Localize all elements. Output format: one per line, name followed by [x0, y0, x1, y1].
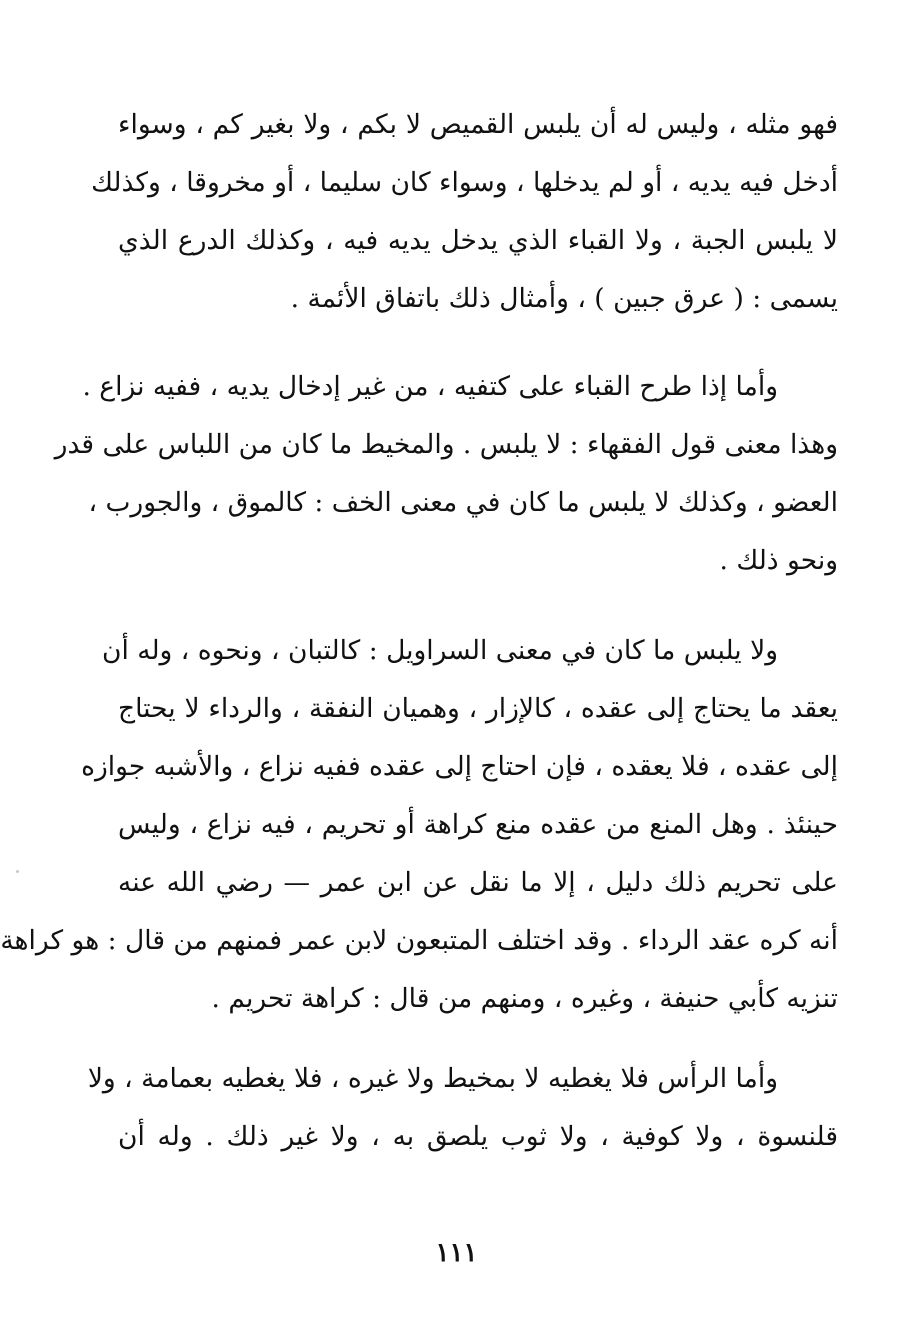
paragraph-4	[87, 1050, 838, 1166]
text-line: ونحو ذلك .	[719, 545, 838, 576]
text-line: إلى عقده ، فلا يعقده ، فإن احتاج إلى عقده ففيه نزاع ، والأشبه جوازه	[81, 751, 838, 782]
text-line: أدخل فيه يديه ، أو لم يدخلها ، وسواء كان سليما ، أو مخروقا ، وكذلك	[91, 167, 838, 198]
text-line: ولا يلبس ما كان في معنى السراويل : كالتبان ، ونحوه ، وله أن	[102, 635, 778, 666]
page-body	[0, 96, 838, 1166]
scan-speck	[16, 870, 19, 873]
text-line: يعقد ما يحتاج إلى عقده ، كالإزار ، وهميان النفقة ، والرداء لا يحتاج	[118, 693, 838, 724]
text-line: لا يلبس الجبة ، ولا القباء الذي يدخل يديه فيه ، وكذلك الدرع الذي	[118, 225, 838, 256]
text-line: على تحريم ذلك دليل ، إلا ما نقل عن ابن عمر — رضي الله عنه	[118, 867, 838, 898]
text-line: وهذا معنى قول الفقهاء : لا يلبس . والمخيط ما كان من اللباس على قدر	[54, 429, 838, 460]
text-line: حينئذ . وهل المنع من عقده منع كراهة أو تحريم ، فيه نزاع ، وليس	[118, 809, 838, 840]
text-line: قلنسوة ، ولا كوفية ، ولا ثوب يلصق به ، ولا غير ذلك . وله أن	[118, 1121, 838, 1152]
paragraph-1	[91, 96, 838, 328]
paragraph-2	[54, 358, 838, 590]
text-line: فهو مثله ، وليس له أن يلبس القميص لا بكم ، ولا بغير كم ، وسواء	[118, 109, 838, 140]
text-line: العضو ، وكذلك لا يلبس ما كان في معنى الخف : كالموق ، والجورب ،	[88, 487, 838, 518]
text-line: وأما الرأس فلا يغطيه لا بمخيط ولا غيره ، فلا يغطيه بعمامة ، ولا	[87, 1063, 778, 1094]
text-line: أنه كره عقد الرداء . وقد اختلف المتبعون لابن عمر فمنهم من قال : هو كراهة	[0, 925, 838, 956]
page-number: ١١١	[435, 1238, 478, 1268]
text-line: تنزيه كأبي حنيفة ، وغيره ، ومنهم من قال : كراهة تحريم .	[211, 983, 838, 1014]
paragraph-3	[0, 622, 838, 1028]
text-line: وأما إذا طرح القباء على كتفيه ، من غير إدخال يديه ، ففيه نزاع .	[82, 371, 778, 402]
text-line: يسمى : ( عرق جبين ) ، وأمثال ذلك باتفاق الأئمة .	[290, 283, 838, 314]
